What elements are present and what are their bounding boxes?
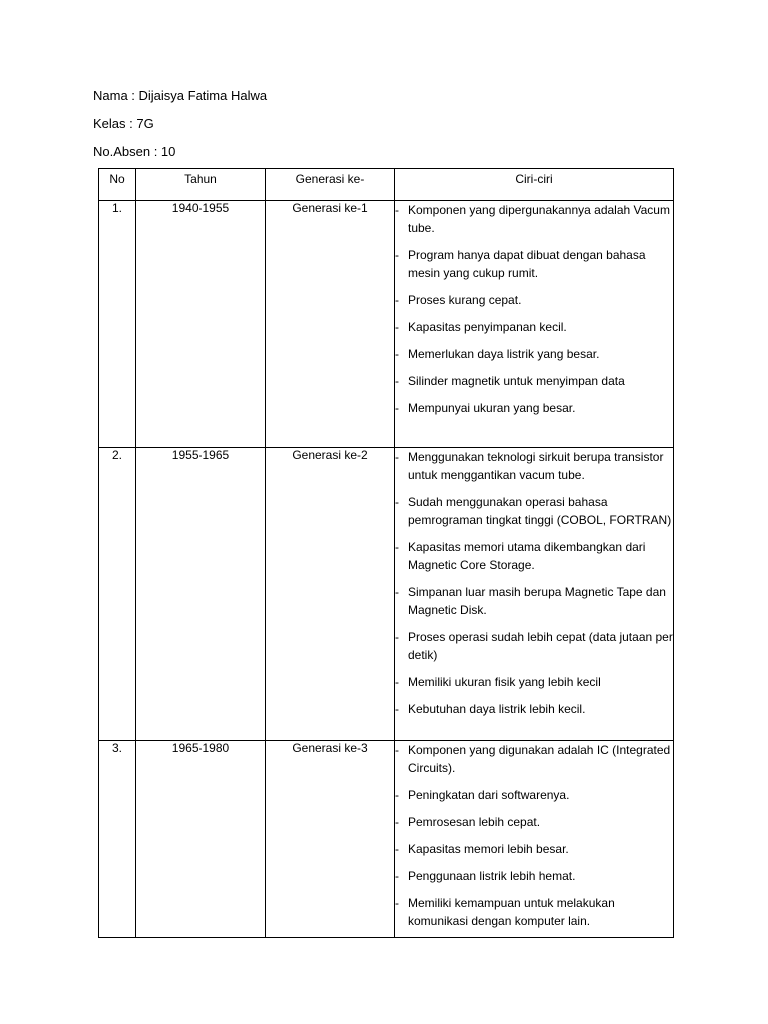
list-item: - Sudah menggunakan operasi bahasa pemrograman tingkat tinggi (COBOL, FORTRAN) bbox=[395, 495, 672, 527]
cell-tahun: 1955-1965 bbox=[136, 448, 266, 741]
table-header-row bbox=[99, 169, 674, 201]
student-class: Kelas : 7G bbox=[93, 116, 154, 131]
column-header-no: No bbox=[99, 169, 136, 201]
list-item: - Kapasitas memori utama dikembangkan dari Magnetic Core Storage. bbox=[395, 540, 646, 572]
list-item: - Simpanan luar masih berupa Magnetic Tape dan Magnetic Disk. bbox=[395, 585, 666, 617]
table-row bbox=[99, 201, 674, 448]
cell-generasi: Generasi ke-2 bbox=[266, 448, 395, 741]
cell-ciri bbox=[395, 201, 674, 448]
list-item: - Pemrosesan lebih cepat. bbox=[395, 815, 541, 829]
list-item: - Menggunakan teknologi sirkuit berupa transistor untuk menggantikan vacum tube. bbox=[395, 450, 664, 482]
list-item: - Memiliki kemampuan untuk melakukan komunikasi dengan komputer lain. bbox=[395, 896, 615, 928]
list-item: - Proses operasi sudah lebih cepat (data jutaan per detik) bbox=[395, 630, 673, 662]
cell-generasi: Generasi ke-1 bbox=[266, 201, 395, 448]
student-name: Nama : Dijaisya Fatima Halwa bbox=[93, 88, 268, 103]
column-header-generasi: Generasi ke- bbox=[266, 169, 395, 201]
column-header-ciri: Ciri-ciri bbox=[395, 169, 674, 201]
list-item: - Proses kurang cepat. bbox=[395, 293, 522, 307]
cell-ciri bbox=[395, 741, 674, 938]
cell-tahun: 1965-1980 bbox=[136, 741, 266, 938]
cell-no: 1. bbox=[99, 201, 136, 448]
student-absen: No.Absen : 10 bbox=[93, 144, 176, 159]
list-item: - Silinder magnetik untuk menyimpan data bbox=[395, 374, 625, 388]
cell-ciri bbox=[395, 448, 674, 741]
list-item: - Memerlukan daya listrik yang besar. bbox=[395, 347, 600, 361]
computer-generations-table bbox=[98, 168, 674, 938]
list-item: - Peningkatan dari softwarenya. bbox=[395, 788, 570, 802]
list-item: - Kapasitas penyimpanan kecil. bbox=[395, 320, 567, 334]
cell-tahun: 1940-1955 bbox=[136, 201, 266, 448]
cell-no: 3. bbox=[99, 741, 136, 938]
table-row bbox=[99, 448, 674, 741]
list-item: - Memiliki ukuran fisik yang lebih kecil bbox=[395, 675, 601, 689]
cell-no: 2. bbox=[99, 448, 136, 741]
list-item: - Komponen yang digunakan adalah IC (Integrated Circuits). bbox=[395, 743, 671, 775]
table-row bbox=[99, 741, 674, 938]
list-item: - Kebutuhan daya listrik lebih kecil. bbox=[395, 702, 586, 716]
list-item: - Program hanya dapat dibuat dengan bahasa mesin yang cukup rumit. bbox=[395, 248, 646, 280]
cell-generasi: Generasi ke-3 bbox=[266, 741, 395, 938]
column-header-tahun: Tahun bbox=[136, 169, 266, 201]
list-item: - Komponen yang dipergunakannya adalah Vacum tube. bbox=[395, 203, 670, 235]
list-item: - Mempunyai ukuran yang besar. bbox=[395, 401, 576, 415]
list-item: - Penggunaan listrik lebih hemat. bbox=[395, 869, 576, 883]
list-item: - Kapasitas memori lebih besar. bbox=[395, 842, 569, 856]
